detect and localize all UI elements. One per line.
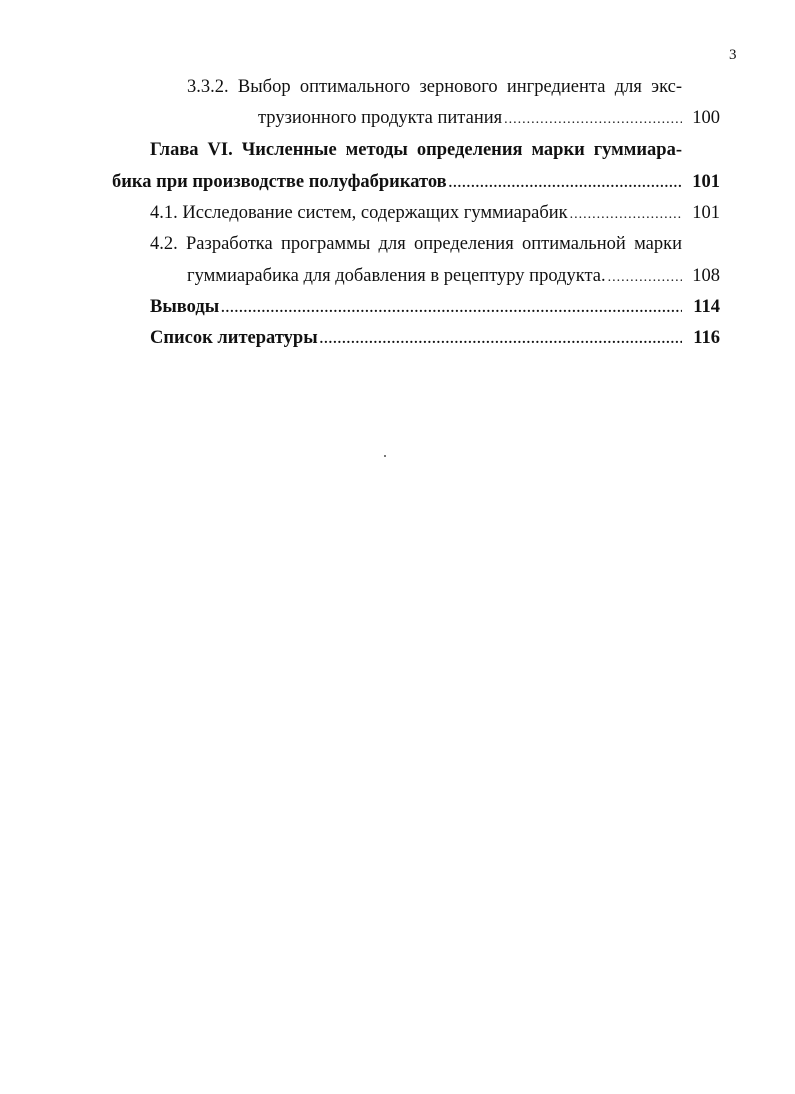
- toc-entry-text: 4.2. Разработка программы для определения оптимальной марки: [150, 234, 682, 254]
- toc-entry-4-1: [150, 201, 720, 225]
- toc-entry-chapter-6-line1: [150, 138, 720, 162]
- dot-leader: [320, 326, 682, 352]
- dot-leader: [608, 264, 682, 290]
- dot-leader: [221, 295, 682, 321]
- toc-entry-3-3-2-line2: [258, 106, 720, 130]
- toc-page-number: 101: [692, 172, 720, 192]
- toc-page-number: 100: [692, 108, 720, 128]
- page-number: 3: [729, 47, 737, 63]
- toc-entry-3-3-2-line1: [187, 75, 720, 99]
- toc-page-number: 101: [692, 203, 720, 223]
- toc-entry-references: [150, 326, 720, 350]
- dot-leader: [449, 170, 682, 196]
- toc-entry-chapter-6-line2: [112, 170, 720, 194]
- scan-speck: [384, 455, 386, 457]
- toc-page-number: 114: [693, 297, 720, 317]
- toc-entry-text: 4.1. Исследование систем, содержащих гуммиарабик: [150, 203, 568, 223]
- toc-entry-text: Список литературы: [150, 328, 318, 348]
- toc-entry-text: Выводы: [150, 297, 220, 317]
- dot-leader: [570, 201, 682, 227]
- toc-entry-text: гуммиарабика для добавления в рецептуру продукта.: [187, 266, 606, 286]
- toc-page-number: 116: [693, 328, 720, 348]
- toc-entry-text: Глава VI. Численные методы определения марки гуммиара-: [150, 140, 682, 160]
- toc-entry-text: трузионного продукта питания: [258, 108, 503, 128]
- toc-entry-4-2-line2: [187, 264, 720, 288]
- dot-leader: [504, 106, 682, 132]
- toc-page-number: 108: [692, 266, 720, 286]
- toc-entry-text: бика при производстве полуфабрикатов: [112, 172, 447, 192]
- toc-entry-text: 3.3.2. Выбор оптимального зернового ингредиента для экс-: [187, 77, 682, 97]
- toc-entry-4-2-line1: [150, 232, 720, 256]
- toc-entry-conclusions: [150, 295, 720, 319]
